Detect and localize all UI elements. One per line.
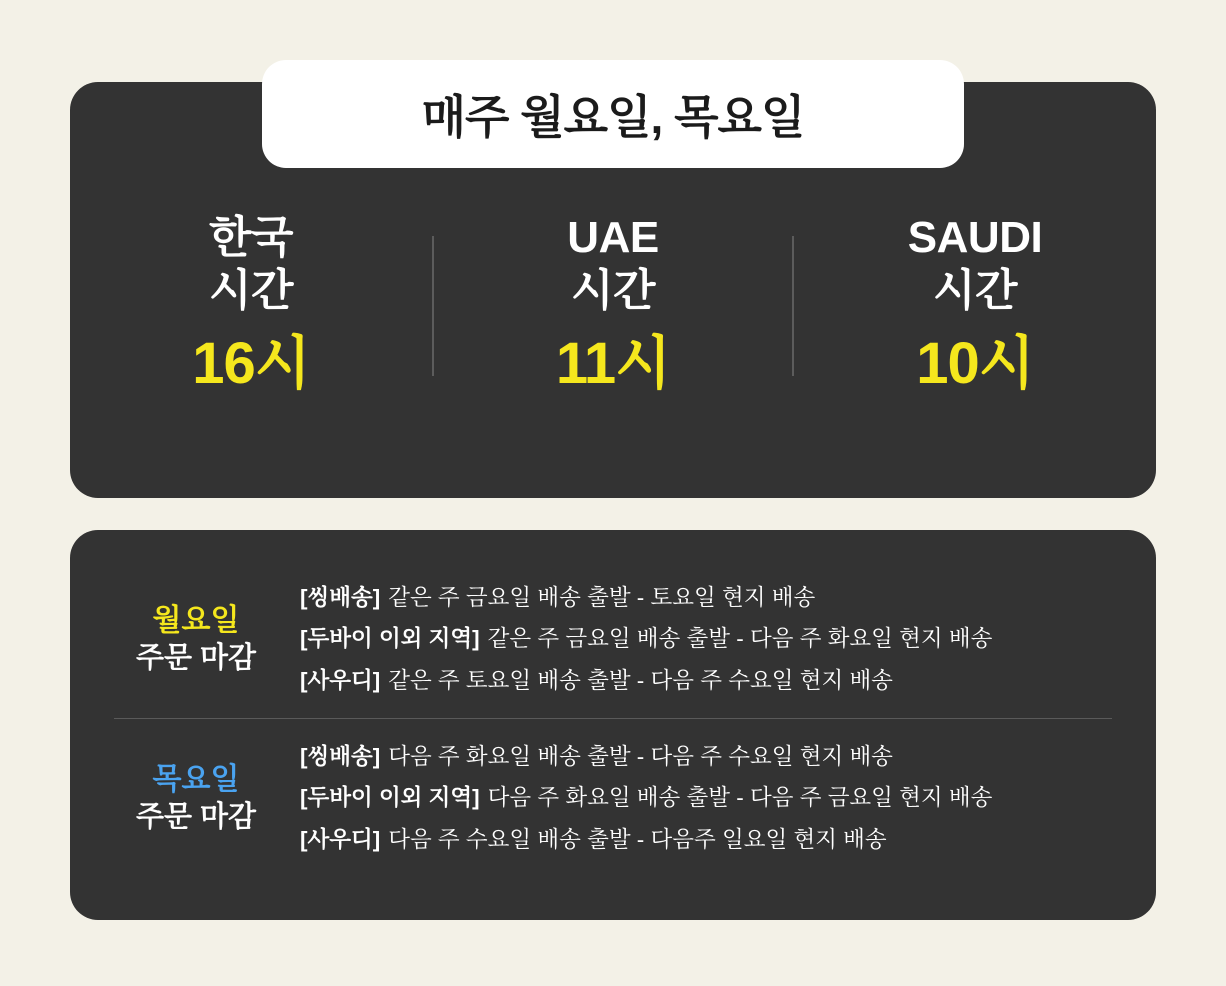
cutoff-row-thursday	[96, 723, 1130, 873]
column-divider-1	[432, 236, 434, 376]
column-divider-2	[792, 236, 794, 376]
cutoff-day-thursday: 목요일	[152, 762, 240, 796]
cutoff-lines-thursday	[296, 736, 1130, 861]
region-label-saudi	[908, 212, 1042, 318]
cutoff-line-tag: [두바이 이외 지역]	[300, 626, 480, 652]
cutoff-line-text: 같은 주 토요일 배송 출발 - 다음 주 수요일 현지 배송	[388, 667, 893, 693]
cutoff-card	[70, 530, 1156, 920]
hour-uae: 11시	[555, 330, 671, 396]
region-line2-korea: 시간	[208, 265, 293, 315]
cutoff-line-tag: [사우디]	[300, 826, 381, 852]
cutoff-line	[300, 736, 1130, 778]
cutoff-row-separator	[114, 718, 1112, 719]
cutoff-label-thursday	[96, 760, 296, 837]
cutoff-lines-monday	[296, 577, 1130, 702]
title-pill	[262, 60, 964, 168]
cutoff-line-text: 다음 주 수요일 배송 출발 - 다음주 일요일 현지 배송	[388, 826, 887, 852]
cutoff-line	[300, 777, 1130, 819]
cutoff-line-text: 같은 주 금요일 배송 출발 - 다음 주 화요일 현지 배송	[487, 626, 993, 652]
region-label-uae	[567, 212, 658, 318]
region-line1-korea: 한국	[208, 213, 293, 262]
cutoff-sub-thursday: 주문 마감	[135, 800, 257, 833]
time-column-korea	[70, 190, 432, 395]
region-line2-uae: 시간	[570, 265, 655, 315]
region-label-korea	[209, 212, 293, 318]
cutoff-row-monday	[96, 564, 1130, 714]
cutoff-label-monday	[96, 601, 296, 678]
cutoff-line-text: 다음 주 화요일 배송 출발 - 다음 주 수요일 현지 배송	[388, 743, 893, 769]
cutoff-line-tag: [씽배송]	[300, 743, 381, 769]
cutoff-line-tag: [두바이 이외 지역]	[300, 785, 480, 811]
cutoff-line-text: 다음 주 화요일 배송 출발 - 다음 주 금요일 현지 배송	[487, 785, 993, 811]
region-line1-saudi: SAUDI	[907, 213, 1043, 262]
cutoff-line	[300, 577, 1130, 619]
time-columns	[70, 190, 1156, 480]
page-title: 매주 월요일, 목요일	[421, 91, 805, 143]
cutoff-sub-monday: 주문 마감	[135, 641, 257, 674]
cutoff-line-tag: [사우디]	[300, 667, 381, 693]
cutoff-line	[300, 618, 1130, 660]
region-line1-uae: UAE	[567, 213, 659, 262]
cutoff-line-text: 같은 주 금요일 배송 출발 - 토요일 현지 배송	[388, 584, 816, 610]
hour-saudi: 10시	[916, 330, 1034, 396]
time-column-saudi	[794, 190, 1156, 395]
cutoff-line	[300, 819, 1130, 861]
hour-korea: 16시	[192, 330, 310, 396]
cutoff-line	[300, 660, 1130, 702]
time-column-uae	[432, 190, 794, 395]
cutoff-day-monday: 월요일	[152, 603, 240, 637]
region-line2-saudi: 시간	[932, 265, 1017, 315]
cutoff-line-tag: [씽배송]	[300, 584, 381, 610]
